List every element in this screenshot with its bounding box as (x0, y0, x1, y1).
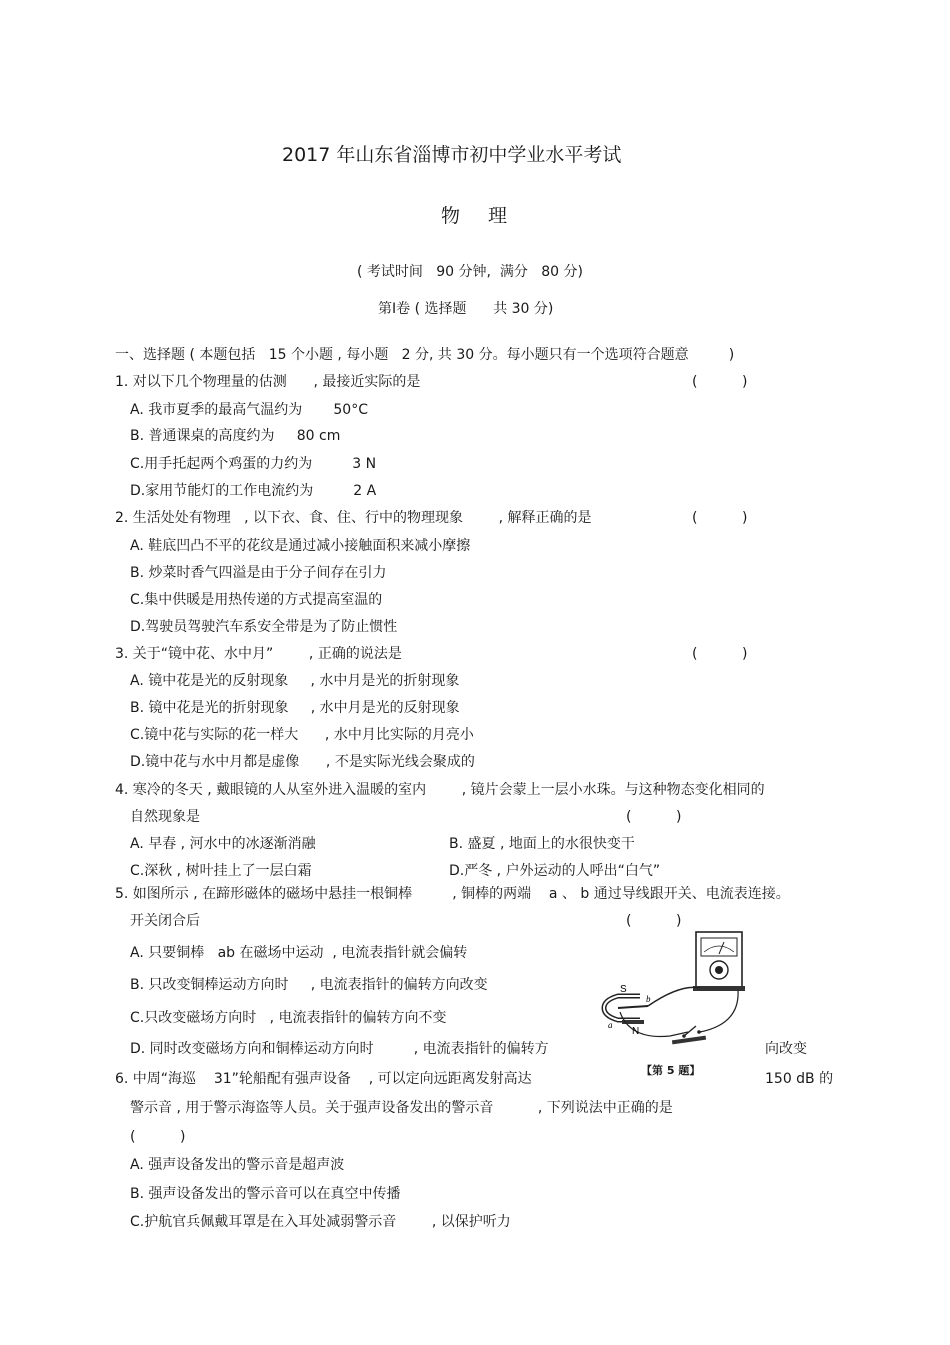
switch-icon (672, 1026, 706, 1044)
q3-stem: 3. 关于“镜中花、水中月” , 正确的说法是 (115, 646, 402, 662)
wire-top (648, 987, 700, 1006)
q2-option-a: A. 鞋底凹凸不平的花纹是通过减小接触面积来减小摩擦 (130, 538, 471, 554)
q5-answer-bracket: ( ) (626, 913, 682, 929)
q5-option-a: A. 只要铜棒 ab 在磁场中运动 , 电流表指针就会偏转 (130, 945, 468, 961)
subject-char-1: 物 (441, 205, 461, 227)
section-heading: 一、选择题 ( 本题包括 15 个小题 , 每小题 2 分, 共 30 分。每小题只有一个选项符合题意 ) (115, 347, 735, 363)
q3-option-d: D.镜中花与水中月都是虚像 , 不是实际光线会聚成的 (130, 754, 475, 770)
volume-label: 第Ⅰ卷 ( 选择题 共 30 分) (378, 301, 554, 317)
q4-stem: 4. 寒冷的冬天 , 戴眼镜的人从室外进入温暖的室内 , 镜片会蒙上一层小水珠。与这种物态变化相同的 (115, 782, 765, 798)
wire-right (700, 990, 738, 1032)
q1-option-d: D.家用节能灯的工作电流约为 2 A (130, 483, 377, 499)
wire-bottom (620, 1012, 688, 1037)
subject-char-2: 理 (488, 205, 508, 227)
q5-option-d: D. 同时改变磁场方向和铜棒运动方向时 , 电流表指针的偏转方 (130, 1041, 549, 1057)
copper-rod (618, 1006, 648, 1008)
q3-option-c: C.镜中花与实际的花一样大 , 水中月比实际的月亮小 (130, 727, 474, 743)
q4-option-d: D.严冬 , 户外运动的人呼出“白气” (449, 863, 661, 879)
q6-stem-continued: 警示音 , 用于警示海盗等人员。关于强声设备发出的警示音 , 下列说法中正确的是 (130, 1100, 673, 1116)
q6-stem: 6. 中周“海巡 31”轮船配有强声设备 , 可以定向远距离发射高达 (115, 1071, 532, 1087)
q2-answer-bracket: ( ) (692, 510, 748, 526)
q5-option-b: B. 只改变铜棒运动方向时 , 电流表指针的偏转方向改变 (130, 977, 488, 993)
q4-option-c: C.深秋 , 树叶挂上了一层白霜 (130, 863, 312, 879)
q3-option-a: A. 镜中花是光的反射现象 , 水中月是光的折射现象 (130, 673, 460, 689)
q1-option-c: C.用手托起两个鸡蛋的力约为 3 N (130, 456, 377, 472)
q3-option-b: B. 镜中花是光的折射现象 , 水中月是光的反射现象 (130, 700, 460, 716)
magnet-s-label: S (620, 984, 627, 995)
q6-option-a: A. 强声设备发出的警示音是超声波 (130, 1157, 345, 1173)
q5-stem-continued: 开关闭合后 (130, 913, 200, 929)
q5-circuit-figure (600, 928, 750, 1060)
q4-stem-continued: 自然现象是 (130, 809, 200, 825)
exam-title: 2017 年山东省淄博市初中学业水平考试 (282, 144, 622, 166)
rod-end-a-label: a (608, 1020, 613, 1030)
q5-figure-caption: 【第 5 题】 (641, 1064, 701, 1077)
q1-option-b: B. 普通课桌的高度约为 80 cm (130, 428, 341, 444)
q6-option-c: C.护航官兵佩戴耳罩是在入耳处减弱警示音 , 以保护听力 (130, 1214, 511, 1230)
q1-stem: 1. 对以下几个物理量的估测 , 最接近实际的是 (115, 374, 421, 390)
q4-answer-bracket: ( ) (626, 809, 682, 825)
magnet-n-label: N (632, 1026, 640, 1037)
q2-option-d: D.驾驶员驾驶汽车系安全带是为了防止惯性 (130, 619, 398, 635)
q2-stem: 2. 生活处处有物理 , 以下衣、食、住、行中的物理现象 , 解释正确的是 (115, 510, 592, 526)
rod-end-b-label: b (646, 994, 651, 1004)
q5-option-d-end: 向改变 (765, 1041, 807, 1057)
q1-answer-bracket: ( ) (692, 374, 748, 390)
q4-option-a: A. 早春 , 河水中的冰逐渐消融 (130, 836, 316, 852)
q1-option-a: A. 我市夏季的最高气温约为 50°C (130, 402, 368, 418)
q6-answer-bracket: ( ) (130, 1129, 186, 1145)
q4-option-b: B. 盛夏 , 地面上的水很快变干 (449, 836, 635, 852)
q6-stem-end: 150 dB 的 (765, 1071, 834, 1087)
q5-option-c: C.只改变磁场方向时 , 电流表指针的偏转方向不变 (130, 1010, 447, 1026)
q2-option-b: B. 炒菜时香气四溢是由于分子间存在引力 (130, 565, 387, 581)
q6-option-b: B. 强声设备发出的警示音可以在真空中传播 (130, 1186, 401, 1202)
exam-info: ( 考试时间 90 分钟, 满分 80 分) (357, 264, 583, 280)
ammeter-icon (693, 932, 745, 991)
q5-stem: 5. 如图所示 , 在蹄形磁体的磁场中悬挂一根铜棒 , 铜棒的两端 a 、 b 通过导线跟开关、电流表连接。 (115, 886, 790, 902)
q2-option-c: C.集中供暖是用热传递的方式提高室温的 (130, 592, 383, 608)
q3-answer-bracket: ( ) (692, 646, 748, 662)
